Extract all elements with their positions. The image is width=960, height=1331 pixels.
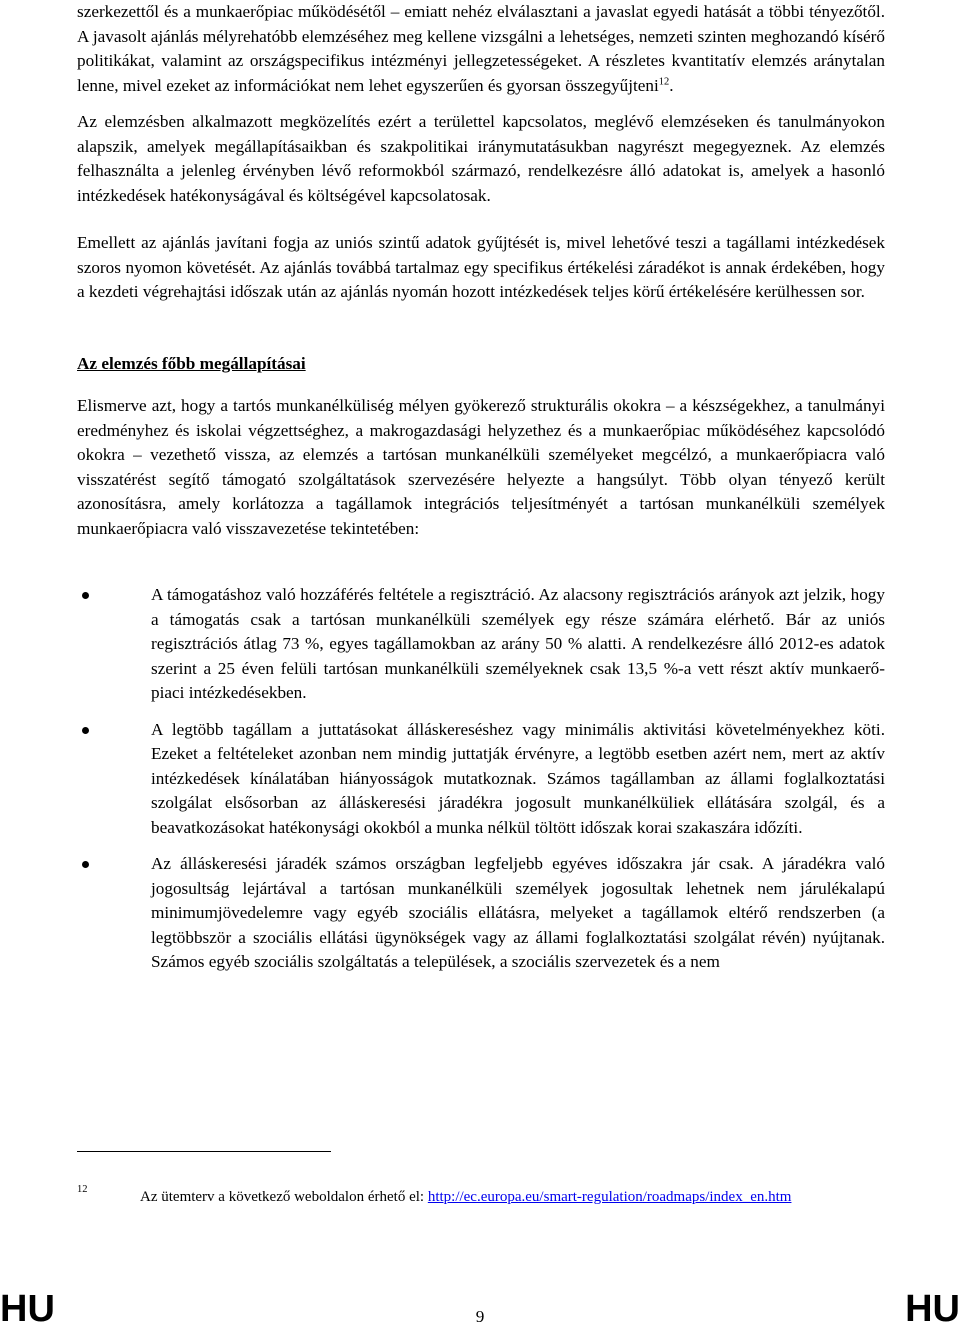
- footnote-number: 12: [77, 1184, 88, 1195]
- footer-language-left: HU: [0, 1288, 55, 1330]
- footnote-reference: 12: [658, 75, 670, 87]
- paragraph-1-end: .: [669, 75, 674, 95]
- paragraph-1-text: szerkezettől és a munkaerőpiac működésétől – emiatt nehéz elválasztani a javaslat egyedi hatását a többi tényezőtől. A javasolt ajánlás mélyrehatóbb elemzéséhez meg kellene vizsgálni a lehetséges, nemzeti szinten meghozandó kísérő politikákat, valamint az országspecifikus intézményi jellegzetességeket. A részletes kvantitatív elemzés aránytalan lenne, mivel ezeket az információkat nem lehet egyszerűen és gyorsan összegyűjteni: [77, 2, 885, 95]
- bullet-icon: [82, 727, 89, 734]
- footnote-separator: [77, 1151, 331, 1152]
- bullet-item-3: [77, 852, 885, 975]
- bullet-icon: [82, 861, 89, 868]
- paragraph-3: Emellett az ajánlás javítani fogja az uniós szintű adatok gyűjtését is, mivel lehetővé teszi a tagállami intézkedések szoros nyomon követését. Az ajánlás továbbá tartalmaz egy specifikus értékelési záradékot is annak érdekében, hogy a kezdeti végrehajtási időszak után az ajánlás nyomán hozott intézkedések teljes körű értékelésére kerülhessen sor.: [77, 233, 885, 301]
- paragraph-1: [77, 0, 885, 98]
- section-heading: Az elemzés főbb megállapításai: [77, 353, 306, 373]
- bullet-item-1-text: A támogatáshoz való hozzáférés feltétele a regisztráció. Az alacsony regisztrációs arányok azt jelzik, hogy a támogatás csak a tartósan munkanélküli személyek egy része számára elérhető. Bár az uniós regisztrációs átlag 73 %, egyes tagállamokban az arány 50 % alatti. A rendelkezésre álló 2012-es adatok szerint a 25 éven felüli tartósan munkanélküli személyeknek csak 13,5 %-a vett részt aktív munkaerő-piaci intézkedésekben.: [151, 585, 885, 702]
- bullet-item-2-text: A legtöbb tagállam a juttatásokat álláskereséshez vagy minimális aktivitási követelményekhez köti. Ezeket a feltételeket azonban nem mindig juttatják érvényre, a legtöbb esetben azért nem, mert az aktív intézkedések kínálatában hiányosságok mutatkoznak. Számos tagállamban az állami foglalkoztatási szolgálat elsősorban az álláskeresési járadékra jogosult munkanélküliek ellátására szolgál, és a beavatkozásokat hatékonysági okokból a munka nélkül töltött időszak korai szakaszára időzíti.: [151, 719, 885, 837]
- paragraph-2: Az elemzésben alkalmazott megközelítés ezért a területtel kapcsolatos, meglévő elemzéseken és tanulmányokon alapszik, amelyek megállapításaikban és szakpolitikai iránymutatásukban nagyrészt megegyeznek. Az elemzés felhasználta a jelenleg érvényben lévő reformokból származó, rendelkezésre álló adatokat is, amelyek a hasonló intézkedések hatékonyságával és költségével kapcsolatosak.: [77, 112, 885, 205]
- page-number: 9: [475, 1307, 485, 1326]
- footer-language-right: HU: [905, 1288, 960, 1330]
- footnote: [77, 1186, 885, 1208]
- bullet-list: [77, 583, 885, 975]
- footnote-link[interactable]: http://ec.europa.eu/smart-regulation/roadmaps/index_en.htm: [427, 1189, 792, 1205]
- bullet-item-1: [77, 583, 885, 706]
- bullet-item-3-text: Az álláskeresési járadék számos országban legfeljebb egyéves időszakra jár csak. A járadékra való jogosultság lejártával a tartósan munkanélküli személyek jogosultak lehetnek nem járulékalapú minimumjövedelemre vagy egyéb szociális ellátásra, melyeket a tagállamok eltérő rendszerben (a legtöbbször a szociális ellátási ügynökségek vagy az állami foglalkoztatási szolgálat révén) nyújtanak. Számos egyéb szociális szolgáltatás a települések, a szociális szervezetek és a nem: [151, 854, 885, 971]
- document-body: [77, 0, 885, 987]
- footnote-text: Az ütemterv a következő weboldalon érhető el:: [140, 1189, 428, 1205]
- section-lead-paragraph: Elismerve azt, hogy a tartós munkanélküliség mélyen gyökerező strukturális okokra – a készségekhez, a tanulmányi eredményhez és iskolai végzettséghez, a makrogazdasági helyzethez és a munkaerőpiac működéséhez kapcsolódó okokra – vezethető vissza, az elemzés a tartósan munkanélküli személyeket megcélzó, a munkaerőpiacra való visszatérést segítő támogató szolgáltatások szervezésére helyezte a hangsúlyt. Több olyan tényező került azonosításra, amely korlátozza a tagállamok integrációs teljesítményét a tartósan munkanélküli személyek munkaerőpiacra való visszavezetése tekintetében:: [77, 396, 885, 538]
- bullet-item-2: [77, 718, 885, 841]
- bullet-icon: [82, 592, 89, 599]
- footnote-body: [140, 1186, 885, 1208]
